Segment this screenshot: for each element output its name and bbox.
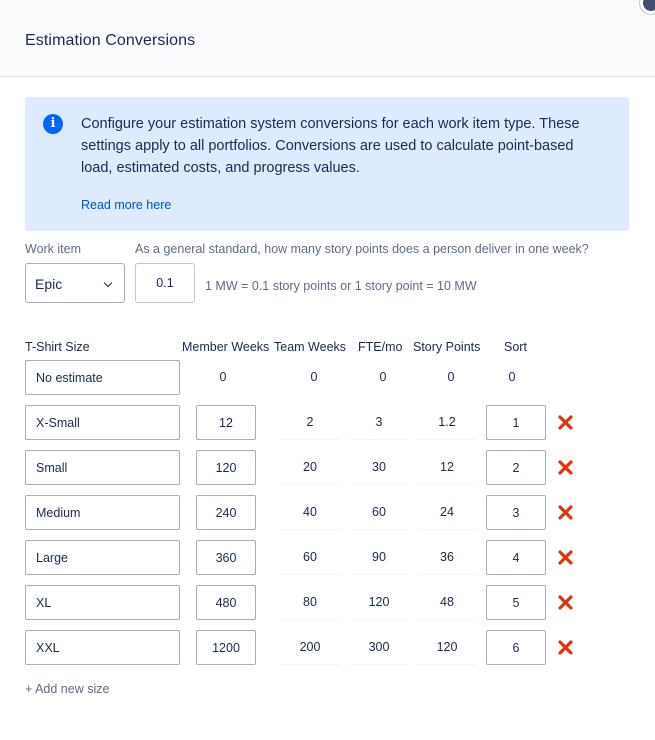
story-points-question: As a general standard, how many story points does a person deliver in one week? [135, 242, 589, 256]
work-item-value: Epic [35, 276, 63, 292]
story-points-value: 24 [417, 495, 477, 530]
header-member-weeks: Member Weeks [182, 340, 270, 354]
story-points-value: 12 [417, 450, 477, 485]
header-story-points: Story Points [413, 340, 481, 354]
delete-x-icon[interactable] [557, 459, 574, 476]
team-weeks-value: 0 [310, 370, 318, 384]
sort-input[interactable] [486, 630, 546, 665]
fte-value: 90 [349, 540, 409, 575]
chevron-down-icon [104, 279, 112, 287]
member-weeks-input[interactable] [196, 630, 256, 665]
info-panel [25, 97, 629, 231]
info-text: Configure your estimation system conversions for each work item type. These settings apply to all portfolios. Conversions are used to calculate point-based load, estimated costs, and progress values. [81, 116, 580, 176]
header-fte: FTE/mo [358, 340, 403, 354]
sort-input[interactable] [486, 495, 546, 530]
team-weeks-value: 200 [280, 630, 340, 665]
add-new-size-link[interactable]: + Add new size [25, 682, 110, 696]
member-weeks-input[interactable] [196, 495, 256, 530]
header-team-weeks: Team Weeks [274, 340, 347, 354]
delete-x-icon[interactable] [557, 639, 574, 656]
sort-input[interactable] [486, 450, 546, 485]
size-name-input[interactable] [25, 495, 180, 530]
member-weeks-input[interactable] [196, 540, 256, 575]
delete-x-icon[interactable] [557, 414, 574, 431]
story-points-value: 1.2 [417, 405, 477, 440]
fte-value: 120 [349, 585, 409, 620]
read-more-link[interactable]: Read more here [81, 198, 172, 212]
story-points-value: 120 [417, 630, 477, 665]
story-points-value: 48 [417, 585, 477, 620]
work-item-label: Work item [25, 242, 82, 256]
header-size: T-Shirt Size [25, 340, 90, 354]
story-points-per-week-input[interactable] [135, 263, 195, 303]
delete-x-icon[interactable] [557, 549, 574, 566]
conversion-hint: 1 MW = 0.1 story points or 1 story point = 10 MW [205, 279, 477, 293]
page-title: Estimation Conversions [25, 32, 196, 49]
fte-value: 3 [349, 405, 409, 440]
fte-value: 0 [379, 370, 387, 384]
team-weeks-value: 60 [280, 540, 340, 575]
member-weeks-input[interactable] [196, 405, 256, 440]
fte-value: 30 [349, 450, 409, 485]
info-icon: i [43, 114, 63, 134]
work-item-select[interactable] [25, 263, 125, 303]
team-weeks-value: 80 [280, 585, 340, 620]
sort-value: 0 [508, 370, 516, 384]
delete-x-icon[interactable] [557, 504, 574, 521]
sort-input[interactable] [486, 405, 546, 440]
member-weeks-input[interactable] [196, 450, 256, 485]
sort-input[interactable] [486, 540, 546, 575]
member-weeks-value: 0 [219, 370, 227, 384]
team-weeks-value: 20 [280, 450, 340, 485]
story-points-value: 0 [447, 370, 455, 384]
modal-header [0, 0, 655, 77]
size-name-input[interactable] [25, 360, 180, 395]
header-sort: Sort [504, 340, 527, 354]
fte-value: 60 [349, 495, 409, 530]
team-weeks-value: 40 [280, 495, 340, 530]
size-name-input[interactable] [25, 630, 180, 665]
member-weeks-input[interactable] [196, 585, 256, 620]
size-name-input[interactable] [25, 450, 180, 485]
size-name-input[interactable] [25, 405, 180, 440]
team-weeks-value: 2 [280, 405, 340, 440]
story-points-value: 36 [417, 540, 477, 575]
size-name-input[interactable] [25, 585, 180, 620]
delete-x-icon[interactable] [557, 594, 574, 611]
size-name-input[interactable] [25, 540, 180, 575]
fte-value: 300 [349, 630, 409, 665]
sort-input[interactable] [486, 585, 546, 620]
